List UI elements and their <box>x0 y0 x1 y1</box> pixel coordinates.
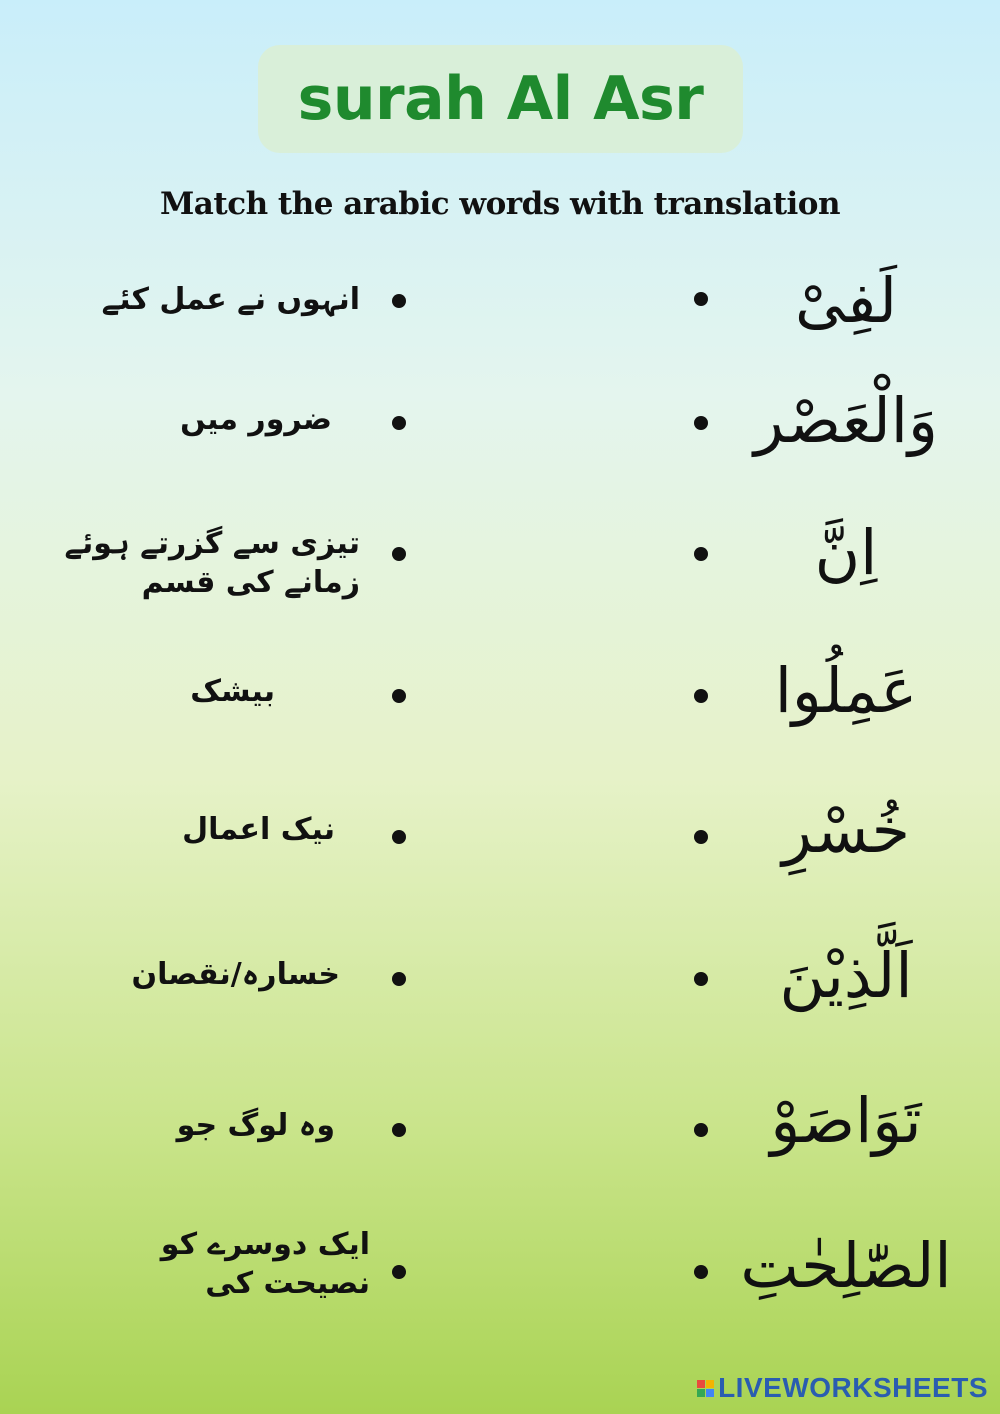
match-dot-left-4[interactable] <box>392 689 406 703</box>
match-dot-right-5[interactable] <box>694 830 708 844</box>
urdu-translation-1: انہوں نے عمل کئے <box>101 282 360 317</box>
urdu-translation-8: ایک دوسرے کو نصیحت کی <box>160 1227 370 1301</box>
arabic-word-5: خُسْرِ <box>782 794 910 867</box>
match-dot-right-2[interactable] <box>694 416 708 430</box>
match-dot-left-8[interactable] <box>392 1265 406 1279</box>
match-dot-left-3[interactable] <box>392 547 406 561</box>
instruction-text: Match the arabic words with translation <box>159 186 841 222</box>
arabic-word-8: الصّٰلِحٰتِ <box>740 1229 952 1302</box>
match-dot-right-4[interactable] <box>694 689 708 703</box>
footer-brand: LIVEWORKSHEETS <box>718 1372 988 1403</box>
urdu-translation-3: تیزی سے گزرتے ہوئے زمانے کی قسم <box>64 526 360 600</box>
title-box <box>258 45 743 153</box>
page-title: surah Al Asr <box>297 64 704 134</box>
match-dot-right-6[interactable] <box>694 972 708 986</box>
urdu-translation-2: ضرور میں <box>180 402 332 437</box>
match-dot-left-7[interactable] <box>392 1123 406 1137</box>
arabic-word-3: اِنَّ <box>814 516 878 589</box>
arabic-word-1: لَفِیْ <box>795 264 897 337</box>
match-dot-right-3[interactable] <box>694 547 708 561</box>
match-dot-left-1[interactable] <box>392 294 406 308</box>
match-dot-left-6[interactable] <box>392 972 406 986</box>
urdu-translation-7: وہ لوگ جو <box>176 1108 335 1143</box>
match-dot-right-1[interactable] <box>694 292 708 306</box>
match-dot-right-8[interactable] <box>694 1265 708 1279</box>
urdu-translation-4: بیشک <box>190 674 275 709</box>
arabic-word-2: وَالْعَصْر <box>754 384 938 457</box>
liveworksheets-logo-icon <box>697 1380 714 1397</box>
liveworksheets-footer <box>697 1372 988 1404</box>
match-dot-right-7[interactable] <box>694 1123 708 1137</box>
urdu-translation-6: خسارہ/نقصان <box>131 957 340 992</box>
arabic-word-7: تَوَاصَوْ <box>770 1084 922 1157</box>
arabic-word-4: عَمِلُوا <box>774 654 918 727</box>
urdu-translation-5: نیک اعمال <box>182 812 335 847</box>
match-dot-left-2[interactable] <box>392 416 406 430</box>
match-dot-left-5[interactable] <box>392 830 406 844</box>
arabic-word-6: اَلَّذِیْنَ <box>779 939 913 1012</box>
